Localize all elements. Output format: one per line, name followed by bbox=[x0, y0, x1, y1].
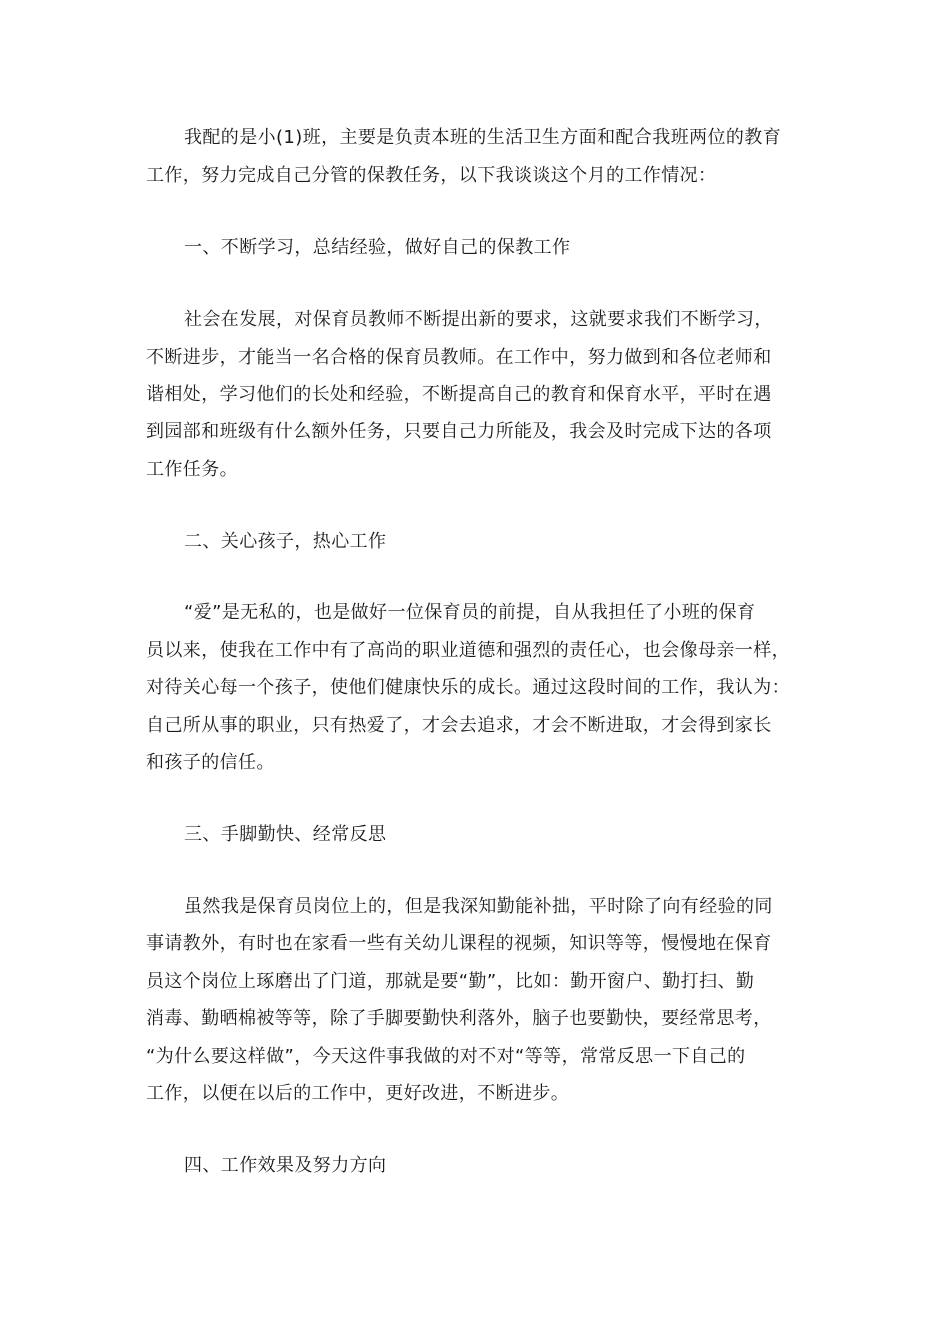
paragraph-3-line-2: 事请教外，有时也在家看一些有关幼儿课程的视频，知识等等，慢慢地在保育 bbox=[146, 933, 772, 954]
paragraph-1-line-5: 工作任务。 bbox=[146, 459, 238, 480]
paragraph-2-line-4: 自己所从事的职业，只有热爱了，才会去追求，才会不断进取，才会得到家长 bbox=[146, 715, 772, 736]
paragraph-intro-line-1: 我配的是小(1)班，主要是负责本班的生活卫生方面和配合我班两位的教育 bbox=[184, 127, 782, 148]
paragraph-2-line-3: 对待关心每一个孩子，使他们健康快乐的成长。通过这段时间的工作，我认为： bbox=[146, 677, 790, 698]
paragraph-2-line-2: 员以来，使我在工作中有了高尚的职业道德和强烈的责任心，也会像母亲一样， bbox=[146, 640, 790, 661]
paragraph-1-line-2: 不断进步，才能当一名合格的保育员教师。在工作中，努力做到和各位老师和 bbox=[146, 347, 772, 368]
paragraph-3-line-1: 虽然我是保育员岗位上的，但是我深知勤能补拙，平时除了向有经验的同 bbox=[184, 896, 773, 917]
paragraph-3-line-6: 工作，以便在以后的工作中，更好改进，不断进步。 bbox=[146, 1083, 570, 1104]
paragraph-intro-line-2: 工作，努力完成自己分管的保教任务，以下我谈谈这个月的工作情况： bbox=[146, 165, 717, 186]
paragraph-3-line-4: 消毒、勤晒棉被等等，除了手脚要勤快利落外，脑子也要勤快，要经常思考， bbox=[146, 1008, 772, 1029]
paragraph-2-line-1: “爱”是无私的，也是做好一位保育员的前提，自从我担任了小班的保育 bbox=[184, 602, 756, 623]
section-heading-2: 二、关心孩子，热心工作 bbox=[184, 531, 387, 552]
paragraph-3-line-3: 员这个岗位上琢磨出了门道，那就是要“勤”，比如：勤开窗户、勤打扫、勤 bbox=[146, 971, 755, 992]
paragraph-1-line-4: 到园部和班级有什么额外任务，只要自己力所能及，我会及时完成下达的各项 bbox=[146, 421, 772, 442]
paragraph-1-line-1: 社会在发展，对保育员教师不断提出新的要求，这就要求我们不断学习， bbox=[184, 309, 773, 330]
paragraph-3-line-5: “为什么要这样做”，今天这件事我做的对不对“等等，常常反思一下自己的 bbox=[146, 1046, 746, 1067]
paragraph-2-line-5: 和孩子的信任。 bbox=[146, 752, 275, 773]
section-heading-1: 一、不断学习，总结经验，做好自己的保教工作 bbox=[184, 237, 571, 258]
section-heading-4: 四、工作效果及努力方向 bbox=[184, 1155, 387, 1176]
paragraph-1-line-3: 谐相处，学习他们的长处和经验，不断提高自己的教育和保育水平，平时在遇 bbox=[146, 384, 772, 405]
section-heading-3: 三、手脚勤快、经常反思 bbox=[184, 824, 387, 845]
